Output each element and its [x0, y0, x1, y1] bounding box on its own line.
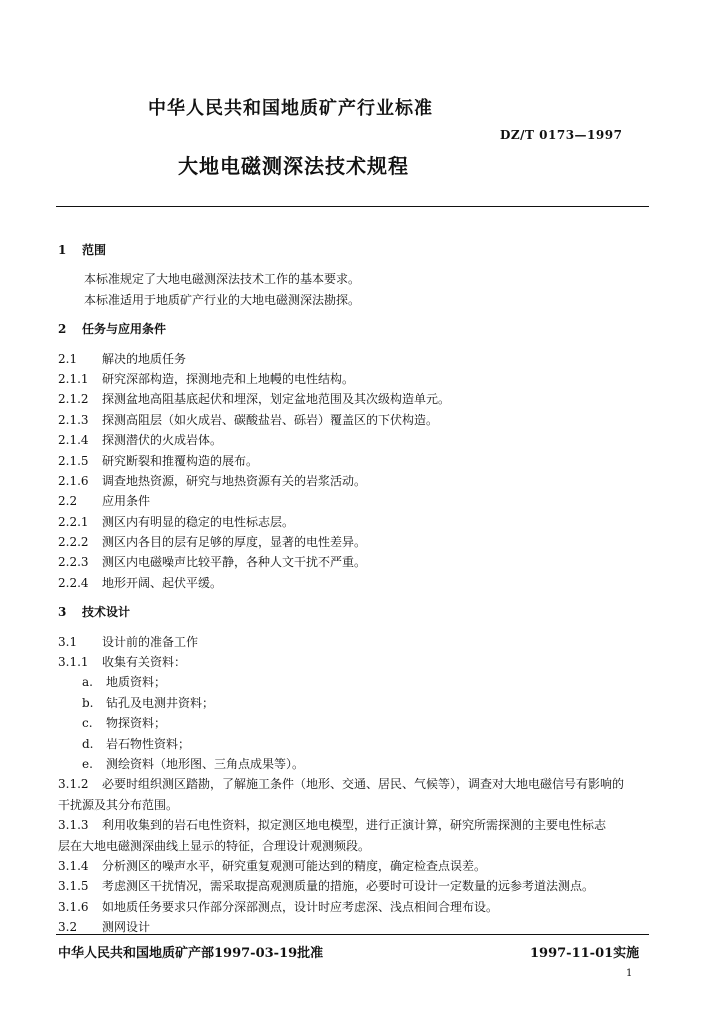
paragraph: 本标准适用于地质矿产行业的大地电磁测深法勘探。 — [84, 292, 361, 307]
header-divider — [56, 206, 649, 207]
clause: 3.1.5 考虑测区干扰情况，需采取提高观测质量的措施，必要时可设计一定数量的远参考道法测点。 — [58, 879, 595, 894]
implementation-date: 1997-11-01实施 — [530, 946, 640, 961]
clause: 2.2.1 测区内有明显的稳定的电性标志层。 — [58, 514, 295, 529]
clause: 2.1.2 探测盆地高阻基底起伏和埋深，划定盆地范围及其次级构造单元。 — [58, 392, 451, 407]
approval-note: 中华人民共和国地质矿产部1997-03-19批准 — [58, 946, 324, 961]
clause: 2.2 应用条件 — [58, 494, 151, 509]
section-heading: 3 技术设计 — [58, 605, 131, 620]
clause: 2.1.4 探测潜伏的火成岩体。 — [58, 433, 223, 448]
clause: 3.1.4 分析测区的噪声水平，研究重复观测可能达到的精度，确定检查点误差。 — [58, 858, 487, 873]
clause: 3.1.3 利用收集到的岩石电性资料，拟定测区地电模型，进行正演计算，研究所需探测的主要电性标志 — [58, 818, 607, 833]
clause: 3.2 测网设计 — [58, 920, 151, 935]
list-item: d. 岩石物性资料； — [82, 736, 191, 751]
footer-divider — [56, 934, 649, 935]
document-title: 大地电磁测深法技术规程 — [178, 154, 409, 178]
clause-continuation: 层在大地电磁测深曲线上显示的特征，合理设计观测频段。 — [58, 838, 371, 853]
section-heading: 2 任务与应用条件 — [58, 322, 167, 337]
clause: 2.1.6 调查地热资源，研究与地热资源有关的岩浆活动。 — [58, 473, 367, 488]
paragraph: 本标准规定了大地电磁测深法技术工作的基本要求。 — [84, 272, 361, 287]
clause: 3.1.6 如地质任务要求只作部分深部测点，设计时应考虑深、浅点相间合理布设。 — [58, 899, 499, 914]
page-number: 1 — [626, 968, 633, 979]
standard-category-title: 中华人民共和国地质矿产行业标准 — [148, 98, 433, 119]
list-item: a. 地质资料； — [82, 675, 167, 690]
clause: 2.1.5 研究断裂和推覆构造的展布。 — [58, 453, 259, 468]
clause: 2.2.3 测区内电磁噪声比较平静，各种人文干扰不严重。 — [58, 555, 367, 570]
list-item: c. 物探资料； — [82, 716, 167, 731]
clause: 3.1 设计前的准备工作 — [58, 634, 199, 649]
standard-code: DZ/T 0173—1997 — [500, 128, 623, 142]
clause-continuation: 干扰源及其分布范围。 — [58, 797, 179, 812]
clause: 3.1.1 收集有关资料： — [58, 655, 187, 670]
clause: 2.2.4 地形开阔、起伏平缓。 — [58, 575, 223, 590]
clause: 2.1 解决的地质任务 — [58, 351, 187, 366]
clause: 2.2.2 测区内各目的层有足够的厚度，显著的电性差异。 — [58, 535, 367, 550]
section-heading: 1 范围 — [58, 243, 107, 257]
document-body — [58, 240, 658, 938]
list-item: e. 测绘资料（地形图、三角点成果等）。 — [82, 756, 305, 771]
clause: 3.1.2 必要时组织测区踏勘，了解施工条件（地形、交通、居民、气候等），调查对大地电磁信号有影响的 — [58, 777, 625, 792]
list-item: b. 钻孔及电测井资料； — [82, 695, 215, 710]
clause: 2.1.3 探测高阻层（如火成岩、碳酸盐岩、砾岩）覆盖区的下伏构造。 — [58, 412, 439, 427]
clause: 2.1.1 研究深部构造，探测地壳和上地幔的电性结构。 — [58, 371, 355, 386]
